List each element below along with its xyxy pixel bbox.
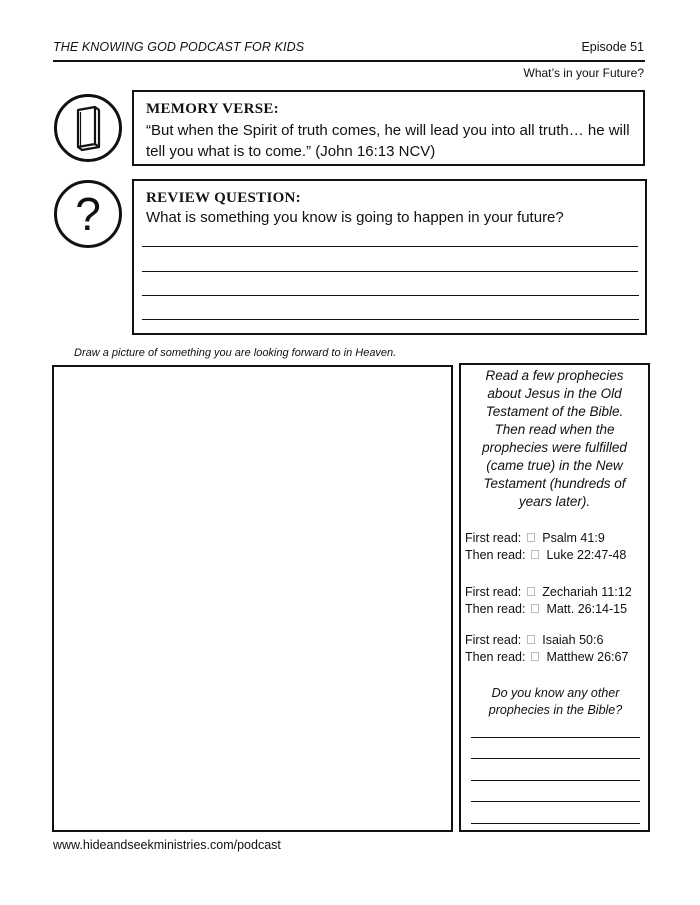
checkbox[interactable] <box>531 652 539 661</box>
prophecy-intro-line: prophecies were fulfilled <box>482 440 627 455</box>
drawing-area[interactable] <box>52 365 453 832</box>
then-read-label: Then read: <box>465 548 526 562</box>
scripture-reference: Matthew 26:67 <box>546 650 629 664</box>
episode-number: Episode 51 <box>581 40 644 54</box>
question-mark-glyph: ? <box>75 188 101 240</box>
reading-then-row <box>465 649 628 666</box>
review-question-text: What is something you know is going to happen in your future? <box>146 209 564 226</box>
answer-line[interactable] <box>142 319 639 320</box>
prophecy-intro-line: Testament (hundreds of <box>483 476 626 491</box>
memory-verse-line-2: tell you what is to come.” (John 16:13 NCV) <box>146 143 436 160</box>
checkbox[interactable] <box>531 550 539 559</box>
scripture-reference: Psalm 41:9 <box>542 531 605 545</box>
prophecy-intro-line: Testament of the Bible. <box>485 404 624 419</box>
then-read-label: Then read: <box>465 650 526 664</box>
checkbox[interactable] <box>527 587 535 596</box>
review-question-heading: REVIEW QUESTION: <box>146 190 301 206</box>
reading-then-row <box>465 601 627 618</box>
question-line: Do you know any other <box>491 686 620 700</box>
first-read-label: First read: <box>465 585 522 599</box>
podcast-title: THE KNOWING GOD PODCAST FOR KIDS <box>53 40 305 54</box>
checkbox[interactable] <box>531 604 539 613</box>
scripture-reference: Matt. 26:14-15 <box>546 602 628 616</box>
prophecy-intro-line: about Jesus in the Old <box>487 386 622 401</box>
answer-line[interactable] <box>142 271 638 272</box>
answer-line[interactable] <box>471 801 640 802</box>
other-prophecies-question <box>461 685 650 719</box>
prophecy-intro-line: Then read when the <box>494 422 615 437</box>
answer-line[interactable] <box>471 737 640 738</box>
answer-line[interactable] <box>471 758 640 759</box>
checkbox[interactable] <box>527 635 535 644</box>
drawing-caption: Draw a picture of something you are looking forward to in Heaven. <box>74 347 397 359</box>
scripture-reference: Luke 22:47-48 <box>546 548 627 562</box>
answer-line[interactable] <box>471 823 640 824</box>
prophecy-intro-line: years later). <box>518 494 591 509</box>
episode-subtitle: What’s in your Future? <box>523 66 644 80</box>
answer-line[interactable] <box>142 246 638 247</box>
memory-verse-box <box>132 90 645 166</box>
first-read-label: First read: <box>465 633 522 647</box>
reading-first-row <box>465 632 603 649</box>
reading-then-row <box>465 547 626 564</box>
then-read-label: Then read: <box>465 602 526 616</box>
answer-line[interactable] <box>471 780 640 781</box>
reading-first-row <box>465 530 605 547</box>
scripture-reference: Zechariah 11:12 <box>542 585 632 599</box>
prophecy-intro <box>461 367 648 511</box>
first-read-label: First read: <box>465 531 522 545</box>
book-icon <box>54 94 122 162</box>
answer-line[interactable] <box>142 295 639 296</box>
header-divider <box>53 60 645 62</box>
question-mark-icon <box>54 180 122 248</box>
prophecy-sidebar <box>459 363 650 832</box>
scripture-reference: Isaiah 50:6 <box>542 633 604 647</box>
review-question-box <box>132 179 647 335</box>
checkbox[interactable] <box>527 533 535 542</box>
prophecy-intro-line: (came true) in the New <box>486 458 623 473</box>
footer-url[interactable]: www.hideandseekministries.com/podcast <box>53 838 281 852</box>
prophecy-intro-line: Read a few prophecies <box>485 368 624 383</box>
memory-verse-heading: MEMORY VERSE: <box>146 101 279 117</box>
reading-first-row <box>465 584 632 601</box>
question-line: prophecies in the Bible? <box>488 703 623 717</box>
memory-verse-line-1: “But when the Spirit of truth comes, he will lead you into all truth… he will <box>146 122 630 139</box>
